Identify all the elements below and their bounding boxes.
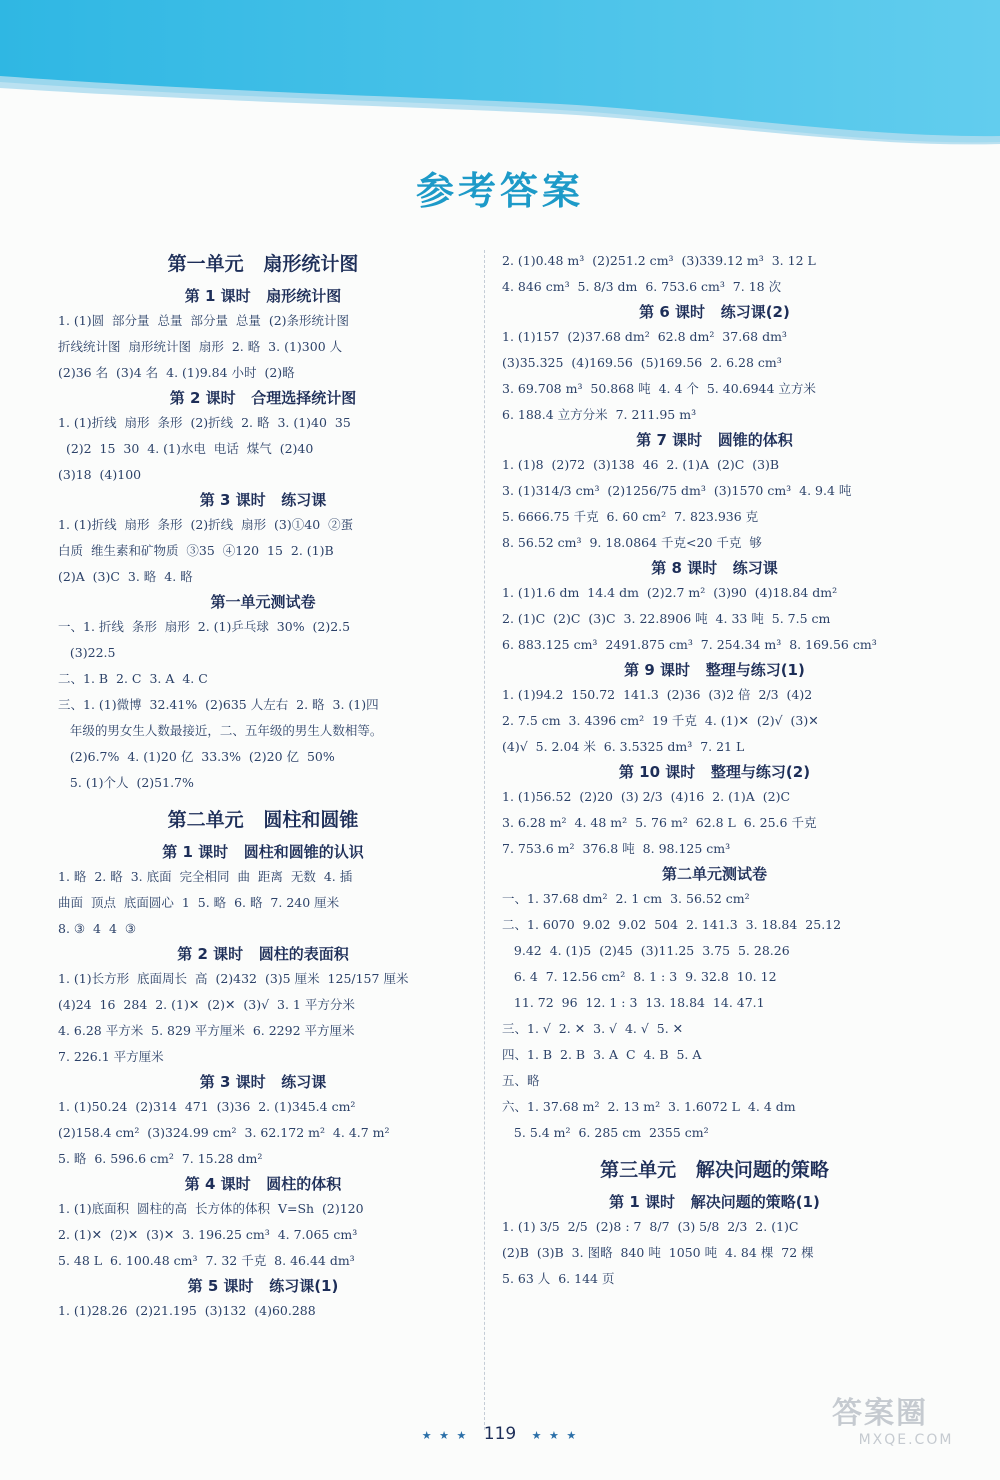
lesson-heading: 第 1 课时 圆柱和圆锥的认识 <box>162 843 364 861</box>
answer-line: 6. 188.4 立方分米 7. 211.95 m³ <box>502 407 697 422</box>
answer-line: 2. (1)0.48 m³ (2)251.2 cm³ (3)339.12 m³ 3. 12 L <box>502 253 816 268</box>
answer-line: 3. 6.28 m² 4. 48 m² 5. 76 m² 62.8 L 6. 25.6 千克 <box>502 815 817 830</box>
lesson-heading: 第一单元测试卷 <box>210 593 316 611</box>
answer-line: 2. (1)✕ (2)✕ (3)✕ 3. 196.25 cm³ 4. 7.065 cm³ <box>58 1227 358 1242</box>
left-column <box>58 248 468 1428</box>
spacer <box>58 796 468 804</box>
answer-line: 1. (1)长方形 底面周长 高 (2)432 (3)5 厘米 125/157 厘米 <box>58 971 409 986</box>
answer-line: 3. 69.708 m³ 50.868 吨 4. 4 个 5. 40.6944 立方米 <box>502 381 816 396</box>
answer-line: 1. (1)折线 扇形 条形 (2)折线 2. 略 3. (1)40 35 <box>58 415 351 430</box>
answer-line: 1. (1)56.52 (2)20 (3) 2/3 (4)16 2. (1)A (2)C <box>502 789 791 804</box>
answer-line: 四、1. B 2. B 3. A C 4. B 5. A <box>502 1047 702 1062</box>
answer-line: 1. (1)底面积 圆柱的高 长方体的体积 V=Sh (2)120 <box>58 1201 364 1216</box>
answer-line: 曲面 顶点 底面圆心 1 5. 略 6. 略 7. 240 厘米 <box>58 895 340 910</box>
answer-line: 2. (1)C (2)C (3)C 3. 22.8906 吨 4. 33 吨 5. 7.5 cm <box>502 611 831 626</box>
footer-stars-right: ★ ★ ★ <box>531 1429 579 1442</box>
answer-line: 5. 63 人 6. 144 页 <box>502 1271 615 1286</box>
lesson-heading: 第 2 课时 合理选择统计图 <box>169 389 357 407</box>
watermark-logo: 答案圈 <box>832 1396 928 1431</box>
lesson-heading: 第 7 课时 圆锥的体积 <box>636 431 793 449</box>
answer-line: (4)24 16 284 2. (1)✕ (2)✕ (3)√ 3. 1 平方分米 <box>58 997 355 1012</box>
lesson-heading: 第 9 课时 整理与练习(1) <box>624 661 805 679</box>
answer-line: 7. 226.1 平方厘米 <box>58 1049 164 1064</box>
answer-line: 5. 6666.75 千克 6. 60 cm² 7. 823.936 克 <box>502 509 759 524</box>
lesson-heading: 第 5 课时 练习课(1) <box>187 1277 339 1295</box>
lesson-heading: 第 3 课时 练习课 <box>199 491 327 509</box>
answer-line: 1. 略 2. 略 3. 底面 完全相同 曲 距离 无数 4. 插 <box>58 869 353 884</box>
answer-line: (2)A (3)C 3. 略 4. 略 <box>58 569 193 584</box>
unit-heading: 第二单元 圆柱和圆锥 <box>167 809 359 831</box>
answer-line: 1. (1)50.24 (2)314 471 (3)36 2. (1)345.4 cm² <box>58 1099 356 1114</box>
answer-line: (2)2 15 30 4. (1)水电 电话 煤气 (2)40 <box>58 441 314 456</box>
answer-line: 1. (1)94.2 150.72 141.3 (2)36 (3)2 倍 2/3 (4)2 <box>502 687 813 702</box>
answer-line: 11. 72 96 12. 1 : 3 13. 18.84 14. 47.1 <box>502 995 765 1010</box>
answer-line: 三、1. (1)微博 32.41% (2)635 人左右 2. 略 3. (1)四 <box>58 697 379 712</box>
watermark-url: MXQE.COM <box>858 1432 954 1448</box>
lesson-heading: 第 1 课时 解决问题的策略(1) <box>609 1193 820 1211</box>
lesson-heading: 第 2 课时 圆柱的表面积 <box>177 945 349 963</box>
answer-line: 1. (1)1.6 dm 14.4 dm (2)2.7 m² (3)90 (4)18.84 dm² <box>502 585 838 600</box>
header-banner <box>0 0 1000 150</box>
answer-line: (2)6.7% 4. (1)20 亿 33.3% (2)20 亿 50% <box>58 749 335 764</box>
lesson-heading: 第 3 课时 练习课 <box>199 1073 327 1091</box>
answer-line: (2)158.4 cm² (3)324.99 cm² 3. 62.172 m² 4. 4.7 m² <box>58 1125 390 1140</box>
answer-line: 5. 48 L 6. 100.48 cm³ 7. 32 千克 8. 46.44 dm³ <box>58 1253 355 1268</box>
unit-heading: 第一单元 扇形统计图 <box>167 253 359 275</box>
answer-line: 年级的男女生人数最接近，二、五年级的男生人数相等。 <box>58 723 383 738</box>
answer-line: 二、1. 6070 9.02 9.02 504 2. 141.3 3. 18.84 25.12 <box>502 917 842 932</box>
answer-line: (2)B (3)B 3. 图略 840 吨 1050 吨 4. 84 棵 72 棵 <box>502 1245 814 1260</box>
answer-line: 1. (1)8 (2)72 (3)138 46 2. (1)A (2)C (3)B <box>502 457 780 472</box>
answer-line: 5. 略 6. 596.6 cm² 7. 15.28 dm² <box>58 1151 263 1166</box>
answer-line: 一、1. 37.68 dm² 2. 1 cm 3. 56.52 cm² <box>502 891 750 906</box>
lesson-heading: 第二单元测试卷 <box>661 865 767 883</box>
answer-line: 4. 846 cm³ 5. 8/3 dm 6. 753.6 cm³ 7. 18 次 <box>502 279 782 294</box>
answer-line: (3)22.5 <box>58 645 116 660</box>
answer-line: 1. (1)28.26 (2)21.195 (3)132 (4)60.288 <box>58 1303 316 1318</box>
answer-line: 6. 4 7. 12.56 cm² 8. 1 : 3 9. 32.8 10. 12 <box>502 969 777 984</box>
answer-line: 三、1. √ 2. ✕ 3. √ 4. √ 5. ✕ <box>502 1021 684 1036</box>
answer-line: 6. 883.125 cm³ 2491.875 cm³ 7. 254.34 m³ 8. 169.56 cm³ <box>502 637 877 652</box>
page-number: 119 <box>483 1424 517 1444</box>
answer-line: 7. 753.6 m² 376.8 吨 8. 98.125 cm³ <box>502 841 731 856</box>
answer-line: (4)√ 5. 2.04 米 6. 3.5325 dm³ 7. 21 L <box>502 739 745 754</box>
column-divider <box>484 250 485 1430</box>
answer-line: 9.42 4. (1)5 (2)45 (3)11.25 3.75 5. 28.26 <box>502 943 790 958</box>
answer-line: 1. (1)折线 扇形 条形 (2)折线 扇形 (3)①40 ②蛋 <box>58 517 354 532</box>
spacer <box>502 1146 927 1154</box>
answer-line: 1. (1)157 (2)37.68 dm² 62.8 dm² 37.68 dm³ <box>502 329 787 344</box>
answer-line: 五、略 <box>502 1073 540 1088</box>
page-title: 参考答案 <box>415 169 584 213</box>
answer-line: 折线统计图 扇形统计图 扇形 2. 略 3. (1)300 人 <box>58 339 343 354</box>
answer-line: 4. 6.28 平方米 5. 829 平方厘米 6. 2292 平方厘米 <box>58 1023 355 1038</box>
lesson-heading: 第 1 课时 扇形统计图 <box>184 287 342 305</box>
lesson-heading: 第 6 课时 练习课(2) <box>639 303 790 321</box>
footer-stars-left: ★ ★ ★ <box>421 1429 469 1442</box>
answer-line: 六、1. 37.68 m² 2. 13 m² 3. 1.6072 L 4. 4 dm <box>502 1099 796 1114</box>
answer-line: 一、1. 折线 条形 扇形 2. (1)乒乓球 30% (2)2.5 <box>58 619 351 634</box>
answer-line: 5. (1)个人 (2)51.7% <box>58 775 194 790</box>
lesson-heading: 第 8 课时 练习课 <box>651 559 778 577</box>
answer-line: (3)18 (4)100 <box>58 467 142 482</box>
answer-line: (3)35.325 (4)169.56 (5)169.56 2. 6.28 cm³ <box>502 355 782 370</box>
answer-line: (2)36 名 (3)4 名 4. (1)9.84 小时 (2)略 <box>58 365 295 380</box>
right-column <box>502 248 927 1428</box>
answer-line: 二、1. B 2. C 3. A 4. C <box>58 671 208 686</box>
lesson-heading: 第 10 课时 整理与练习(2) <box>618 763 811 781</box>
answer-line: 8. ③ 4 4 ③ <box>58 921 137 936</box>
answer-line: 白质 维生素和矿物质 ③35 ④120 15 2. (1)B <box>58 543 334 558</box>
lesson-heading: 第 4 课时 圆柱的体积 <box>184 1175 342 1193</box>
answer-line: 1. (1)圆 部分量 总量 部分量 总量 (2)条形统计图 <box>58 313 350 328</box>
answer-line: 2. 7.5 cm 3. 4396 cm² 19 千克 4. (1)✕ (2)√ (3)✕ <box>502 713 819 728</box>
answer-line: 3. (1)314/3 cm³ (2)1256/75 dm³ (3)1570 cm³ 4. 9.4 吨 <box>502 483 852 498</box>
answer-line: 1. (1) 3/5 2/5 (2)8 : 7 8/7 (3) 5/8 2/3 2. (1)C <box>502 1219 799 1234</box>
answer-line: 8. 56.52 cm³ 9. 18.0864 千克<20 千克 够 <box>502 535 762 550</box>
watermark <box>832 1388 980 1468</box>
unit-heading: 第三单元 解决问题的策略 <box>600 1159 829 1181</box>
answer-line: 5. 5.4 m² 6. 285 cm 2355 cm² <box>502 1125 709 1140</box>
